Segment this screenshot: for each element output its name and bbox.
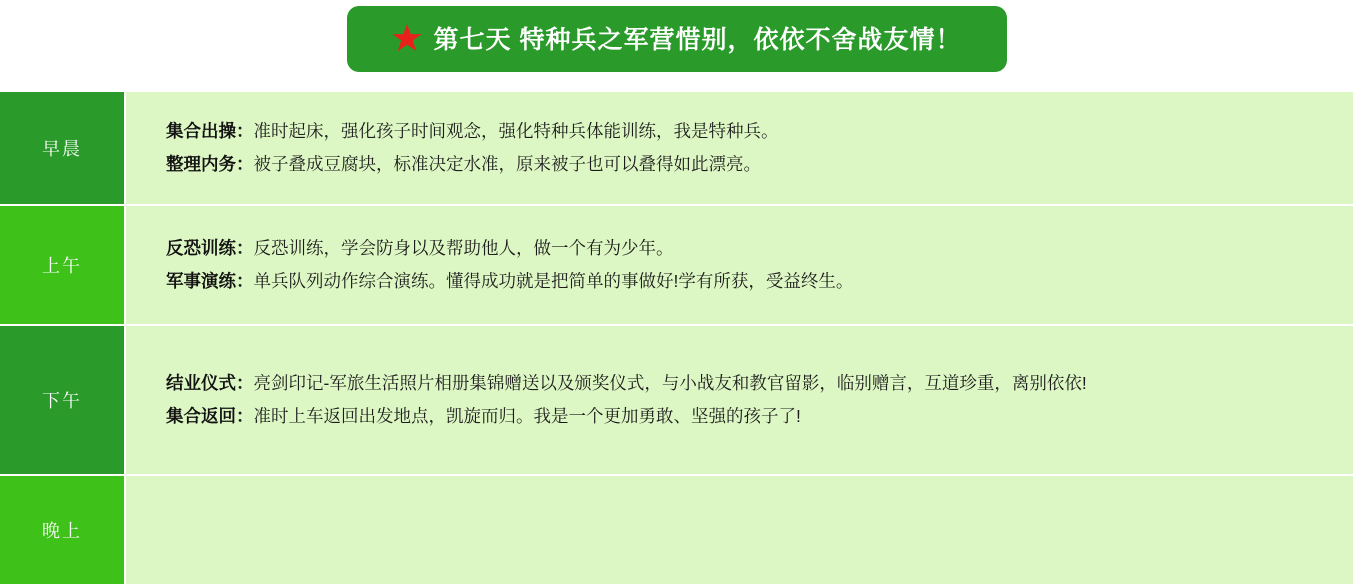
item-text: 被子叠成豆腐块，标准决定水准，原来被子也可以叠得如此漂亮。 — [253, 154, 761, 174]
banner-row — [0, 0, 1353, 72]
time-label-morning: 早晨 — [0, 92, 125, 205]
list-item — [166, 400, 1353, 433]
item-label: 整理内务 — [166, 154, 236, 174]
list-item — [166, 115, 1353, 148]
item-text: 反恐训练，学会防身以及帮助他人，做一个有为少年。 — [253, 237, 674, 258]
banner-title: 第七天 特种兵之军营惜别，依依不舍战友情！ — [433, 26, 962, 54]
item-separator: ： — [236, 237, 254, 258]
item-label: 结业仪式 — [166, 372, 236, 393]
table-row — [0, 325, 1353, 475]
star-icon — [392, 23, 422, 53]
content-evening — [125, 475, 1353, 584]
list-item — [166, 148, 1353, 181]
item-separator: ： — [236, 271, 254, 291]
day-title-banner — [347, 6, 1007, 72]
item-label: 集合返回 — [166, 406, 236, 426]
schedule-table — [0, 92, 1353, 584]
item-separator: ： — [236, 154, 254, 174]
time-label-afternoon: 下午 — [0, 325, 125, 475]
item-separator: ： — [236, 120, 254, 141]
item-label: 集合出操 — [166, 120, 236, 141]
item-label: 反恐训练 — [166, 237, 236, 258]
content-forenoon — [125, 205, 1353, 325]
item-text: 单兵队列动作综合演练。懂得成功就是把简单的事做好!学有所获，受益终生。 — [253, 271, 854, 291]
table-row — [0, 205, 1353, 325]
list-item — [166, 265, 1353, 298]
time-label-forenoon: 上午 — [0, 205, 125, 325]
item-label: 军事演练 — [166, 271, 236, 291]
item-text: 准时上车返回出发地点，凯旋而归。我是一个更加勇敢、坚强的孩子了! — [253, 406, 801, 426]
table-row — [0, 92, 1353, 205]
list-item — [166, 232, 1353, 265]
list-item — [166, 367, 1353, 400]
item-text: 亮剑印记-军旅生活照片相册集锦赠送以及颁奖仪式，与小战友和教官留影，临别赠言，互道珍重，离别依依! — [253, 372, 1087, 393]
item-separator: ： — [236, 406, 254, 426]
content-afternoon — [125, 325, 1353, 475]
content-morning — [125, 92, 1353, 205]
item-text: 准时起床，强化孩子时间观念，强化特种兵体能训练，我是特种兵。 — [253, 120, 779, 141]
item-separator: ： — [236, 372, 254, 393]
table-row — [0, 475, 1353, 584]
time-label-evening: 晚上 — [0, 475, 125, 584]
